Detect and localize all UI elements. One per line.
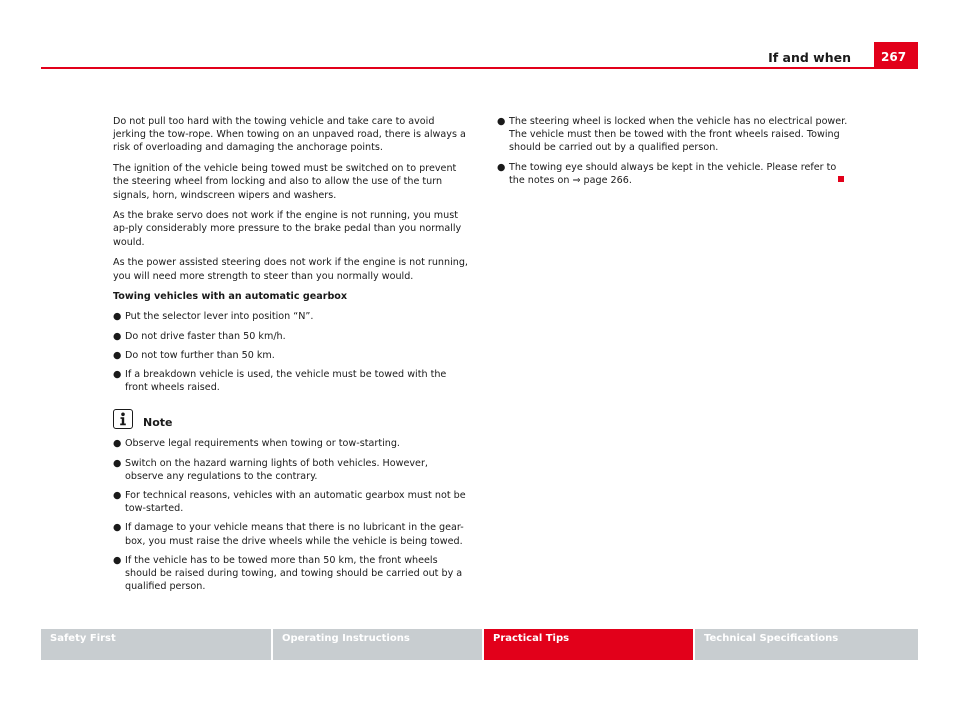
header-rule (41, 67, 918, 69)
list-item: ● Switch on the hazard warning lights of both vehicles. However, observe any regulations to the contrary. (113, 457, 428, 482)
bullet-glyph: ● (497, 116, 506, 127)
footer-tab-technical-specifications[interactable]: Technical Specifications (695, 629, 918, 660)
list-item: ● Do not drive faster than 50 km/h. (113, 330, 286, 342)
list-item: ● Observe legal requirements when towing or tow-starting. (113, 438, 400, 450)
footer-tab-operating-instructions[interactable]: Operating Instructions (273, 629, 482, 660)
paragraph-brake-servo: As the brake servo does not work if the engine is not running, you must ap-ply considerably more pressure to the brake pedal than you normally would. (113, 210, 462, 248)
note-label: Note (143, 416, 173, 430)
list-item: ● The steering wheel is locked when the vehicle has no electrical power. The vehicle must then be towed with the front wheels raised. Towing should be carried out by a qualified person. (497, 116, 848, 154)
subheading-automatic-gearbox: Towing vehicles with an automatic gearbox (113, 291, 348, 303)
paragraph-ignition: The ignition of the vehicle being towed must be switched on to prevent the steering wheel from locking and also to allow the use of the turn signals, horn, windscreen wipers and washers. (113, 163, 457, 201)
note-heading (113, 409, 468, 429)
page-header-title: If and when (768, 50, 851, 65)
footer-nav (41, 629, 918, 660)
bullet-glyph: ● (113, 349, 122, 361)
left-column (113, 115, 468, 599)
bullet-glyph: ● (113, 457, 122, 469)
list-item: ● Do not tow further than 50 km. (113, 349, 275, 361)
bullet-glyph: ● (113, 311, 122, 323)
list-item: ● If a breakdown vehicle is used, the vehicle must be towed with the front wheels raised. (113, 369, 447, 394)
list-item: ● If the vehicle has to be towed more than 50 km, the front wheels should be raised during towing, and towing should be carried out by a qualified person. (113, 554, 463, 593)
list-item: ● If damage to your vehicle means that there is no lubricant in the gear-box, you must raise the drive wheels while the vehicle is being towed. (113, 522, 464, 547)
list-item: ● For technical reasons, vehicles with an automatic gearbox must not be tow-started. (113, 490, 466, 515)
paragraph-power-steering: As the power assisted steering does not work if the engine is not running, you will need more strength to steer than you normally would. (113, 257, 468, 282)
note-info-icon (113, 409, 133, 429)
bullet-glyph: ● (113, 330, 122, 342)
list-item: ● The towing eye should always be kept in the vehicle. Please refer to the notes on ⇒ page 266. (497, 161, 837, 186)
end-of-section-marker (838, 176, 844, 182)
paragraph-towing-care: Do not pull too hard with the towing vehicle and take care to avoid jerking the tow-rope. When towing on an unpaved road, there is always a risk of overloading and damaging the anchorage points. (113, 116, 466, 154)
bullet-glyph: ● (497, 161, 506, 173)
right-column (497, 115, 852, 193)
bullet-glyph: ● (113, 554, 122, 566)
bullet-glyph: ● (113, 438, 122, 450)
bullet-glyph: ● (113, 369, 122, 381)
footer-tab-safety-first[interactable]: Safety First (41, 629, 271, 660)
list-item: ● Put the selector lever into position “N”. (113, 311, 314, 323)
bullet-glyph: ● (113, 522, 122, 534)
bullet-glyph: ● (113, 490, 122, 502)
footer-tab-practical-tips[interactable]: Practical Tips (484, 629, 693, 660)
page-number: 267 (874, 42, 918, 68)
